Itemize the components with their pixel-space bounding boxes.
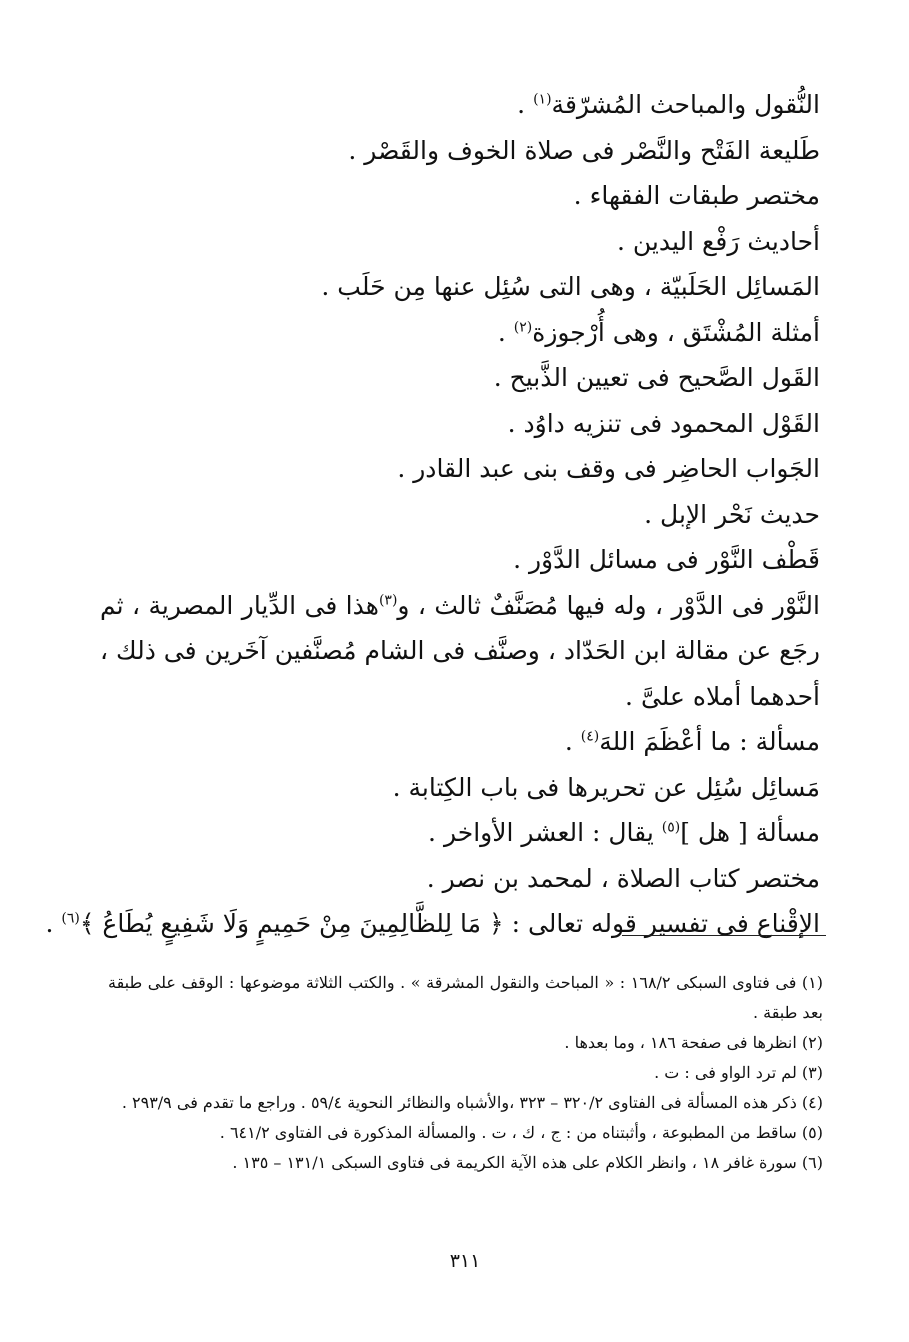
footnote: (٣) لم ترد الواو فى : ت . <box>654 1063 823 1082</box>
line-text: أمثلة المُشْتَق ، وهى أُرْجوزة <box>532 317 820 347</box>
footnote-marker: (٥) <box>661 819 681 836</box>
footnotes-block <box>108 968 823 1178</box>
text-line: القَوْل المحمود فى تنزيه داوُد . <box>507 408 820 438</box>
footnote-marker: (١) <box>533 91 552 108</box>
footnote-marker: (٦) <box>61 910 80 927</box>
line-suffix: . <box>564 727 581 756</box>
line-text: هذا فى الدِّيار المصرية ، ثم رجَع عن مقالة ابن الحَدّاد ، وصنَّف فى الشام مُصنَّفين آخَرين فى ذلك ، أحدهما أملاه علىَّ . <box>100 590 820 711</box>
main-text-block <box>45 82 820 947</box>
footnote-marker: (٤) <box>580 728 600 745</box>
line-text: النَّوْر فى الدَّوْر ، وله فيها مُصَنَّفٌ ثالث ، و <box>397 590 820 620</box>
footnote: (١) فى فتاوى السبكى ١٦٨/٢ : « المباحث والنقول المشرقة » . والكتب الثلاثة موضوعها : الوقف على طبقة بعد طبقة . <box>108 973 824 1022</box>
text-line: الجَواب الحاضِر فى وقف بنى عبد القادر . <box>397 454 820 483</box>
line-suffix: . <box>497 317 514 347</box>
footnote: (٢) انظرها فى صفحة ١٨٦ ، وما بعدها . <box>564 1033 823 1052</box>
footnote: (٦) سورة غافر ١٨ ، وانظر الكلام على هذه الآية الكريمة فى فتاوى السبكى ١٣١/١ – ١٣٥ . <box>232 1153 823 1172</box>
text-line <box>100 310 820 356</box>
footnote: (٤) ذكر هذه المسألة فى الفتاوى ٣٢٠/٢ – ٣٢٣ ،والأشباه والنظائر النحوية ٥٩/٤ . وراجع ما تقدم فى ٢٩٣/٩ . <box>121 1093 823 1112</box>
line-text: مسألة [ هل ] <box>680 818 820 847</box>
text-line: مختصر طبقات الفقهاء . <box>573 181 820 210</box>
footnote-marker: (٢) <box>513 319 533 336</box>
text-line: مختصر كتاب الصلاة ، لمحمد بن نصر . <box>426 863 820 893</box>
text-line: القَول الصَّحيح فى تعيين الذَّبيح . <box>493 363 820 392</box>
line-text: الإقْناع فى تفسير قوله تعالى : ﴿ مَا لِلظَّالِمِينَ مِنْ حَمِيمٍ وَلَا شَفِيعٍ يُطَاعُ ﴾ <box>79 909 820 938</box>
text-line <box>45 901 820 947</box>
line-text: يقال : العشر الأواخر . <box>428 818 654 847</box>
text-line: طَليعة الفَتْح والنَّصْر فى صلاة الخوف والقَصْر . <box>348 135 820 165</box>
footnote-marker: (٣) <box>378 592 398 609</box>
footnote: (٥) ساقط من المطبوعة ، وأثبتناه من : ج ، ك ، ت . والمسألة المذكورة فى الفتاوى ٦٤١/٢ . <box>219 1123 823 1142</box>
text-line: مَسائِل سُئِل عن تحريرها فى باب الكِتابة . <box>392 772 820 802</box>
page-number: ٣١١ <box>449 1250 481 1272</box>
footnote-divider <box>622 935 826 936</box>
text-line <box>100 810 820 856</box>
text-line <box>100 82 820 128</box>
text-line: قَطْف النَّوْر فى مسائل الدَّوْر . <box>513 545 820 574</box>
line-suffix: . <box>517 90 534 119</box>
line-text: مسألة : ما أعْظَمَ اللهَ <box>599 727 820 756</box>
text-line: المَسائِل الحَلَبيّة ، وهى التى سُئِل عنها مِن حَلَب . <box>321 272 820 301</box>
text-line <box>100 719 820 765</box>
text-paragraph <box>100 583 820 720</box>
text-line: حديث نَحْر الإبل . <box>644 499 820 529</box>
line-text: النُّقول والمباحث المُشرّقة <box>551 90 820 119</box>
line-suffix: . <box>45 909 62 938</box>
text-line: أحاديث رَفْع اليدين . <box>617 226 820 256</box>
